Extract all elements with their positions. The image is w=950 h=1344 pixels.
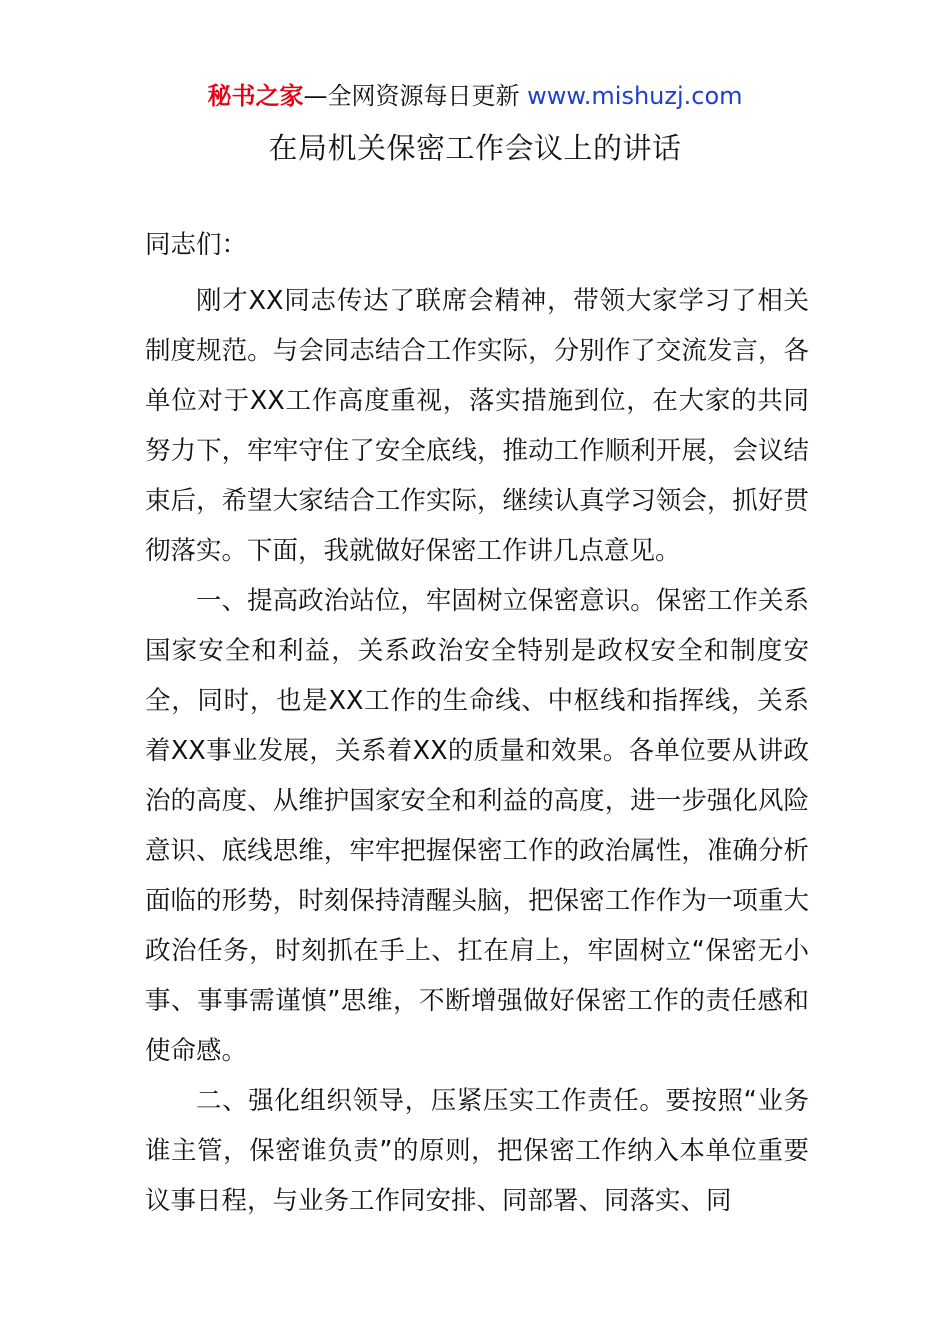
paragraph-intro: 刚才XX同志传达了联席会精神，带领大家学习了相关制度规范。与会同志结合工作实际，分别作了交流发言，各单位对于XX工作高度重视，落实措施到位，在大家的共同努力下，牢牢守住了安全底线，推动工作顺利开展，会议结束后，希望大家结合工作实际，继续认真学习领会，抓好贯彻落实。下面，我就做好保密工作讲几点意见。 — [145, 286, 809, 566]
paragraph-point-two: 二、强化组织领导，压紧压实工作责任。要按照“业务谁主管，保密谁负责”的原则，把保密工作纳入本单位重要议事日程，与业务工作同安排、同部署、同落实、同 — [145, 1086, 809, 1216]
site-url: www.mishuzj.com — [527, 82, 743, 110]
header-tagline: —全网资源每日更新 — [303, 82, 528, 110]
document-body — [145, 220, 809, 1226]
salutation: 同志们： — [145, 230, 248, 260]
document-title: 在局机关保密工作会议上的讲话 — [268, 131, 682, 165]
paragraph-point-one: 一、提高政治站位，牢固树立保密意识。保密工作关系国家安全和利益，关系政治安全特别是政权安全和制度安全，同时，也是XX工作的生命线、中枢线和指挥线，关系着XX事业发展，关系着XX的质量和效果。各单位要从讲政治的高度、从维护国家安全和利益的高度，进一步强化风险意识、底线思维，牢牢把握保密工作的政治属性，准确分析面临的形势，时刻保持清醒头脑，把保密工作作为一项重大政治任务，时刻抓在手上、扛在肩上，牢固树立“保密无小事、事事需谨慎”思维，不断增强做好保密工作的责任感和使命感。 — [145, 586, 809, 1066]
site-header — [0, 80, 950, 112]
brand-name: 秘书之家 — [207, 82, 304, 110]
